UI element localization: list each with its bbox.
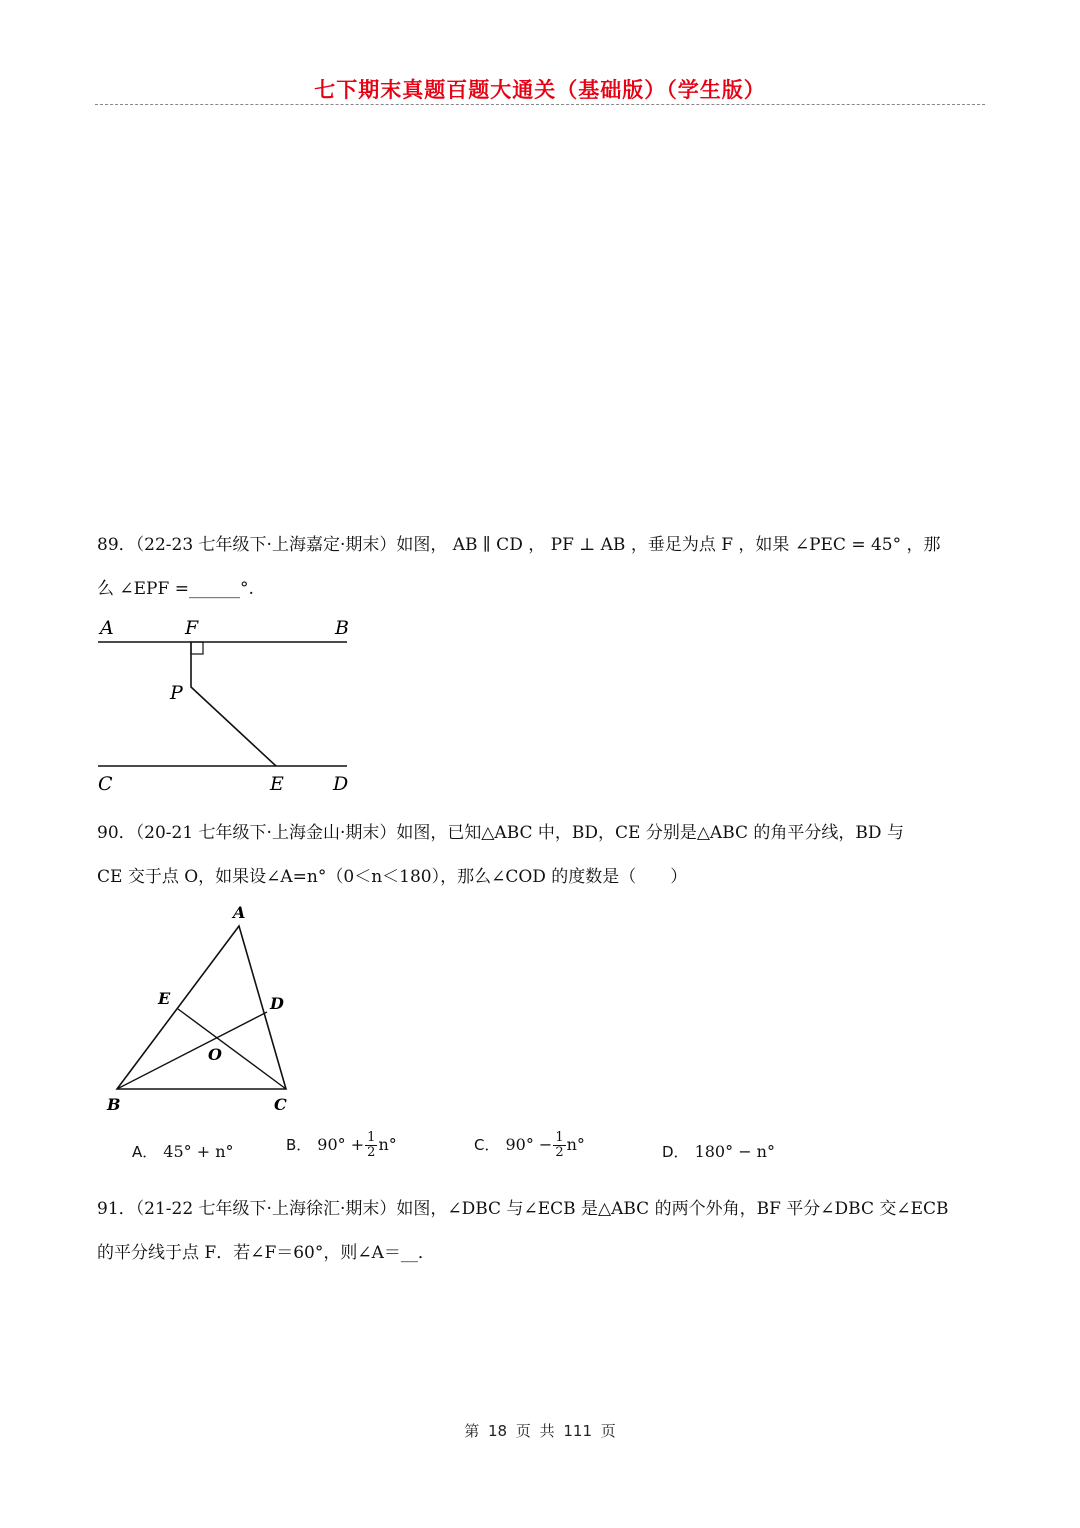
option-c-prefix: 90° − [505,1135,553,1154]
segment-fpe [191,642,276,766]
label-b: B [107,1095,121,1114]
label-b: B [335,617,349,639]
option-a-text: 45° + n° [163,1142,234,1161]
bisector-bd [117,1012,267,1089]
label-a: A [233,903,246,922]
page-number: 第 18 页 共 111 页 [464,1422,616,1440]
page-title: 七下期末真题百题大通关（基础版）（学生版） [314,78,766,102]
option-c[interactable] [474,1131,585,1160]
label-c: C [98,773,113,795]
label-e: E [158,989,171,1008]
right-angle-mark [191,642,203,654]
label-c: C [274,1095,287,1114]
option-d[interactable] [662,1141,775,1162]
question-89-line-1: 89．（22-23 七年级下·上海嘉定·期末）如图， AB ∥ CD ， PF ⊥ AB ，垂足为点 F ，如果 ∠PEC = 45° ，那 [97,535,941,555]
option-a[interactable] [132,1141,234,1162]
option-b-fraction: $\frac{1}{2}$ [367,1130,376,1160]
question-90-line-2: CE 交于点 O，如果设∠A=n°（0＜n＜180），那么∠COD 的度数是（ ） [97,867,688,887]
option-c-fraction: $\frac{1}{2}$ [555,1130,564,1160]
option-b[interactable] [286,1131,397,1160]
question-91-line-2: 的平分线于点 F．若∠F＝60°，则∠A＝__． [97,1243,435,1263]
option-d-letter: D． [662,1143,689,1161]
option-b-prefix: 90° + [317,1135,365,1154]
option-b-suffix: n° [378,1135,397,1154]
question-89-line-2: 么 ∠EPF =______°. [97,579,254,599]
option-c-suffix: n° [566,1135,585,1154]
triangle-abc [117,926,286,1089]
label-f: F [185,617,199,639]
option-d-text: 180° − n° [694,1142,775,1161]
label-a: A [100,617,114,639]
option-b-letter: B． [286,1136,312,1154]
question-89-figure [90,612,370,797]
label-o: O [208,1045,222,1064]
option-a-letter: A． [132,1143,158,1161]
option-c-letter: C． [474,1136,500,1154]
question-90-figure [100,900,300,1115]
label-e: E [270,773,284,795]
label-d: D [270,994,284,1013]
question-90-line-1: 90．（20-21 七年级下·上海金山·期末）如图，已知△ABC 中，BD，CE 分别是△ABC 的角平分线，BD 与 [97,823,904,843]
question-91-line-1: 91．（21-22 七年级下·上海徐汇·期末）如图，∠DBC 与∠ECB 是△ABC 的两个外角，BF 平分∠DBC 交∠ECB [97,1199,949,1219]
label-p: P [170,682,183,704]
label-d: D [333,773,349,795]
header-divider [95,104,985,105]
